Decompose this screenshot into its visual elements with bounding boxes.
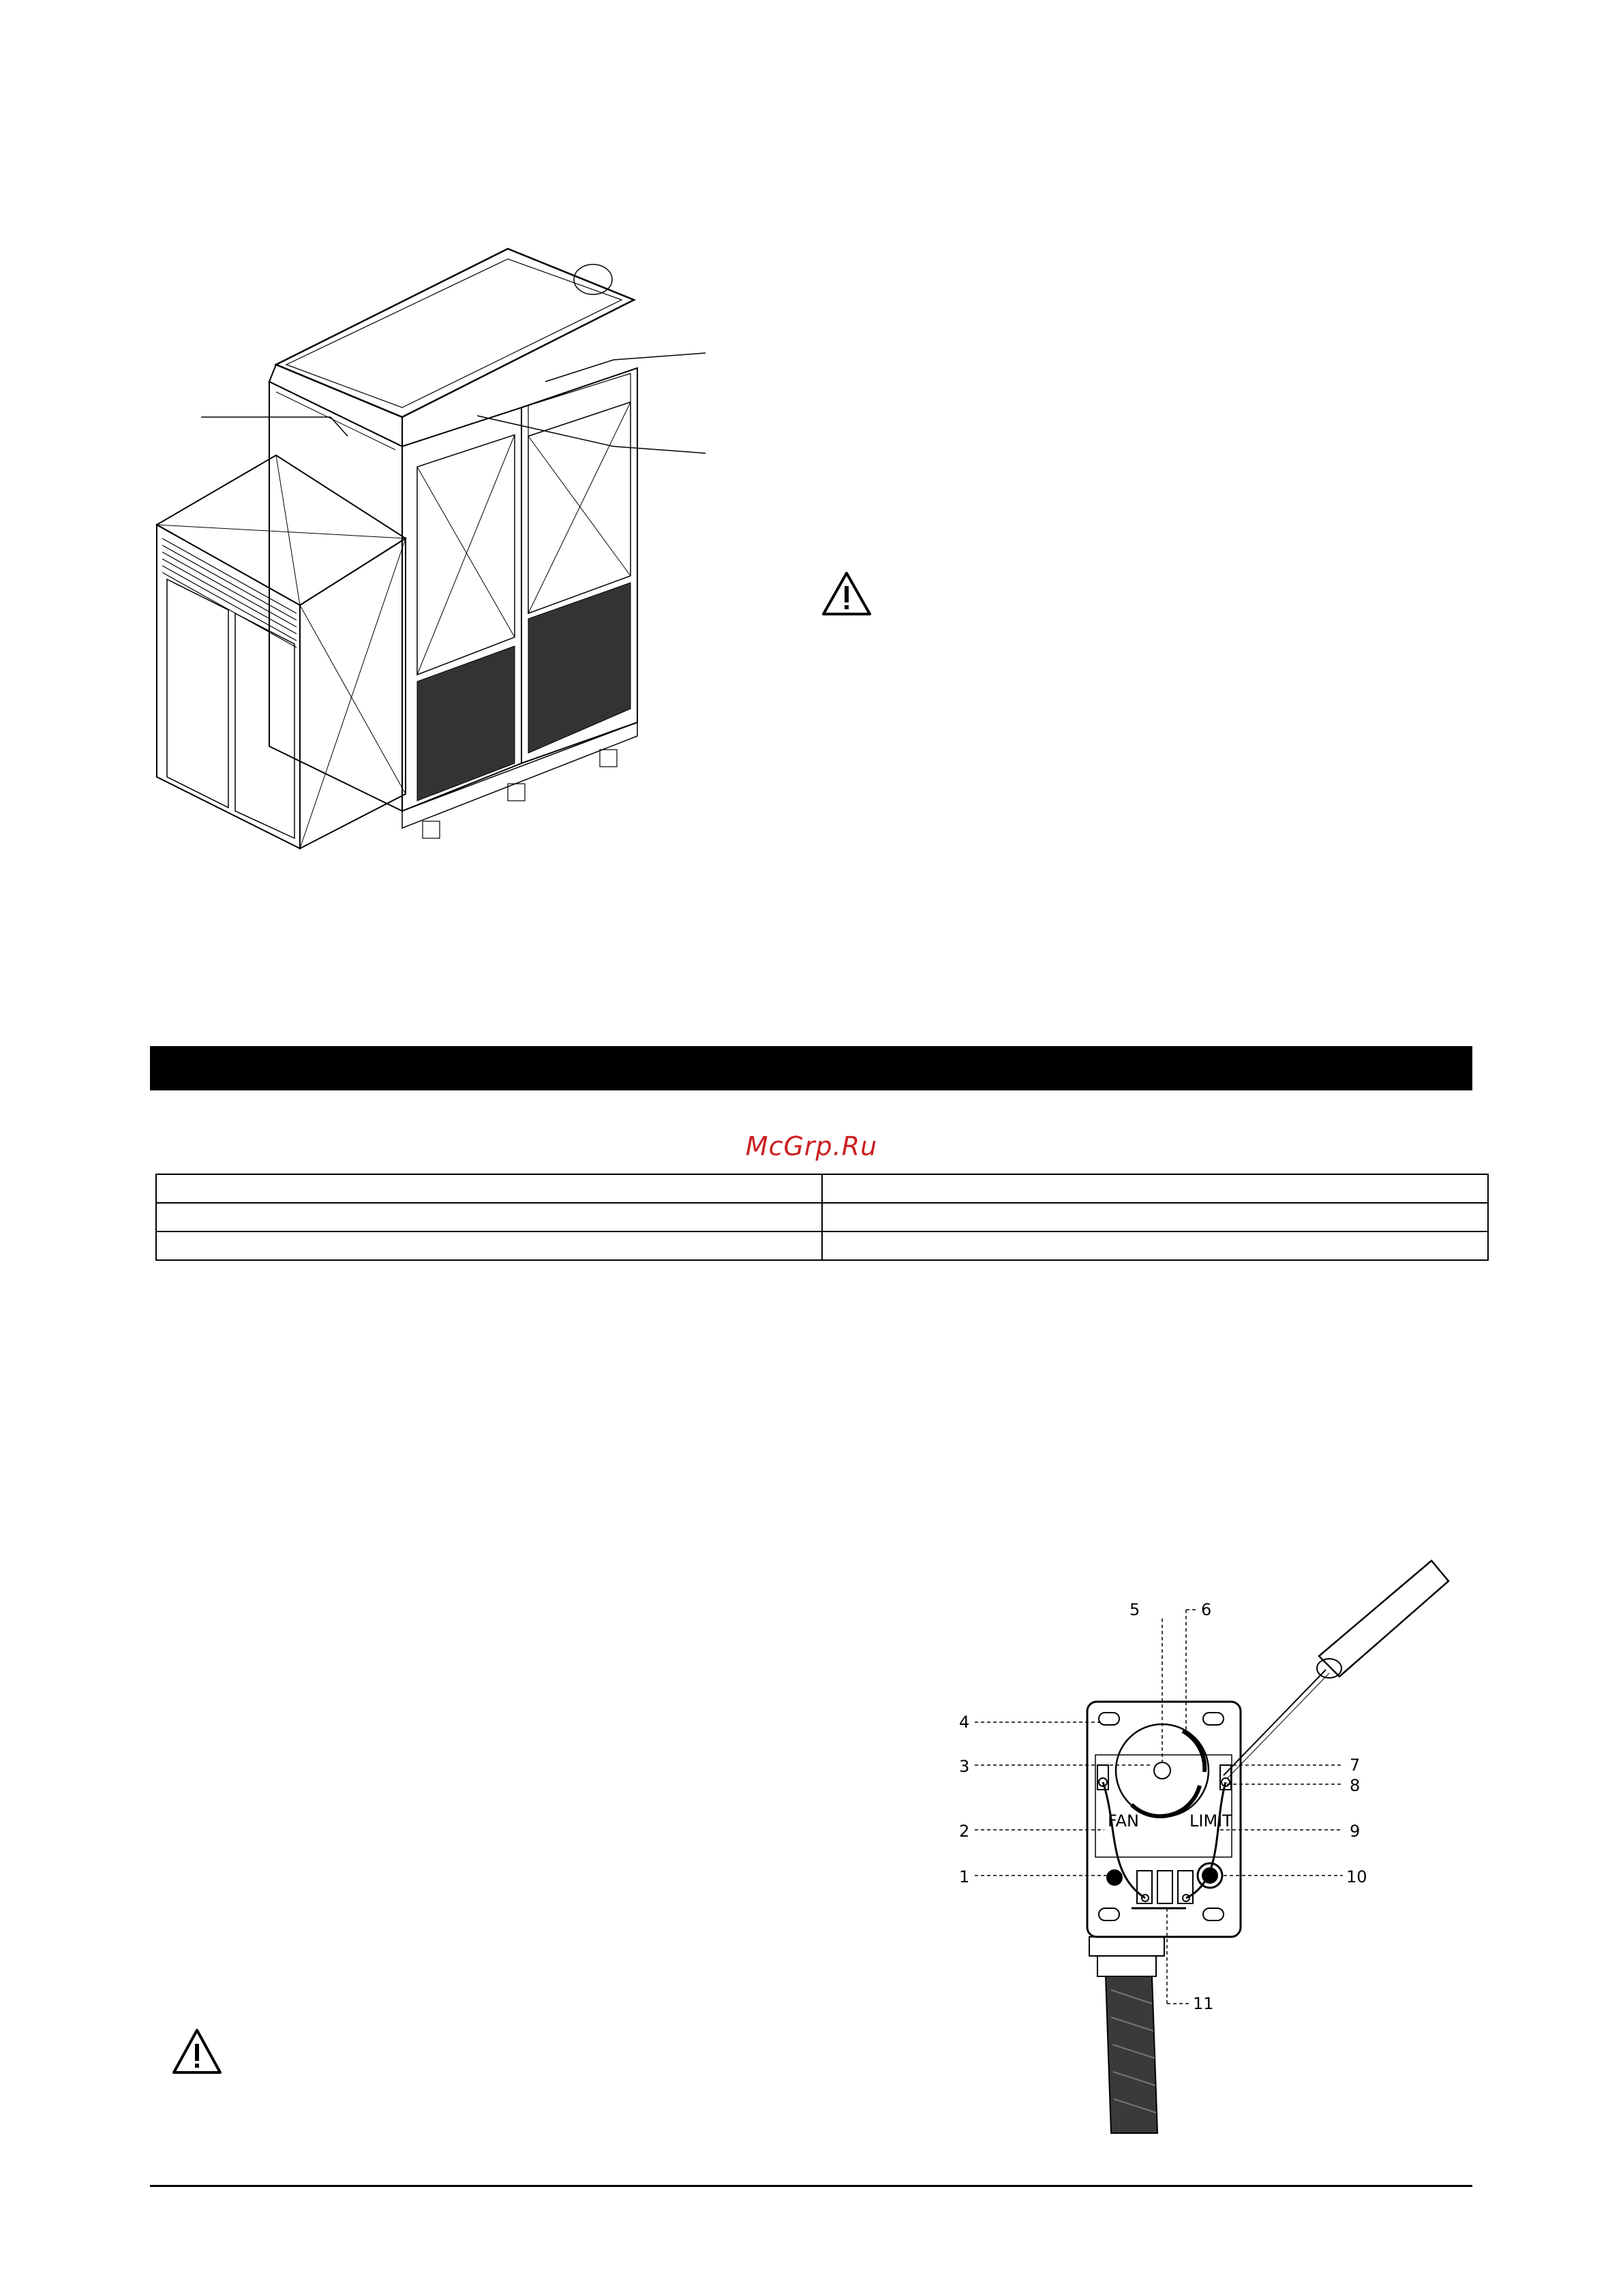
table-row	[156, 1203, 1488, 1231]
table-cell	[822, 1231, 1488, 1260]
callout-label: 1	[959, 1867, 970, 1886]
callout-label: 7	[1350, 1756, 1361, 1775]
warning-triangle-icon	[172, 2028, 222, 2075]
table-row	[156, 1231, 1488, 1260]
callout-label: 10	[1346, 1867, 1367, 1886]
table-cell	[822, 1203, 1488, 1231]
callout-label: 11	[1193, 1994, 1214, 2013]
section-heading-bar	[150, 1046, 1472, 1090]
callout-label: 5	[1129, 1600, 1140, 1619]
thermostat-wiring-diagram	[920, 1547, 1513, 2147]
callout-label: 9	[1350, 1822, 1361, 1841]
callout-label: 2	[959, 1822, 970, 1841]
warning-triangle-icon	[821, 571, 872, 616]
callout-label: 3	[959, 1757, 970, 1776]
watermark: McGrp.Ru	[745, 1131, 878, 1161]
callout-label: 8	[1350, 1776, 1361, 1795]
callout-label: 4	[959, 1713, 970, 1732]
footer-rule	[150, 2185, 1472, 2187]
table-cell	[156, 1203, 822, 1231]
table-cell	[156, 1174, 822, 1203]
callout-label: 6	[1201, 1600, 1212, 1619]
dial-label-fan: FAN	[1108, 1811, 1139, 1831]
dial-label-limit: LIMIT	[1189, 1811, 1232, 1831]
table-row	[156, 1174, 1488, 1203]
spec-table	[155, 1174, 1489, 1261]
table-cell	[822, 1174, 1488, 1203]
table-cell	[156, 1231, 822, 1260]
air-handling-unit-drawing	[136, 204, 750, 886]
